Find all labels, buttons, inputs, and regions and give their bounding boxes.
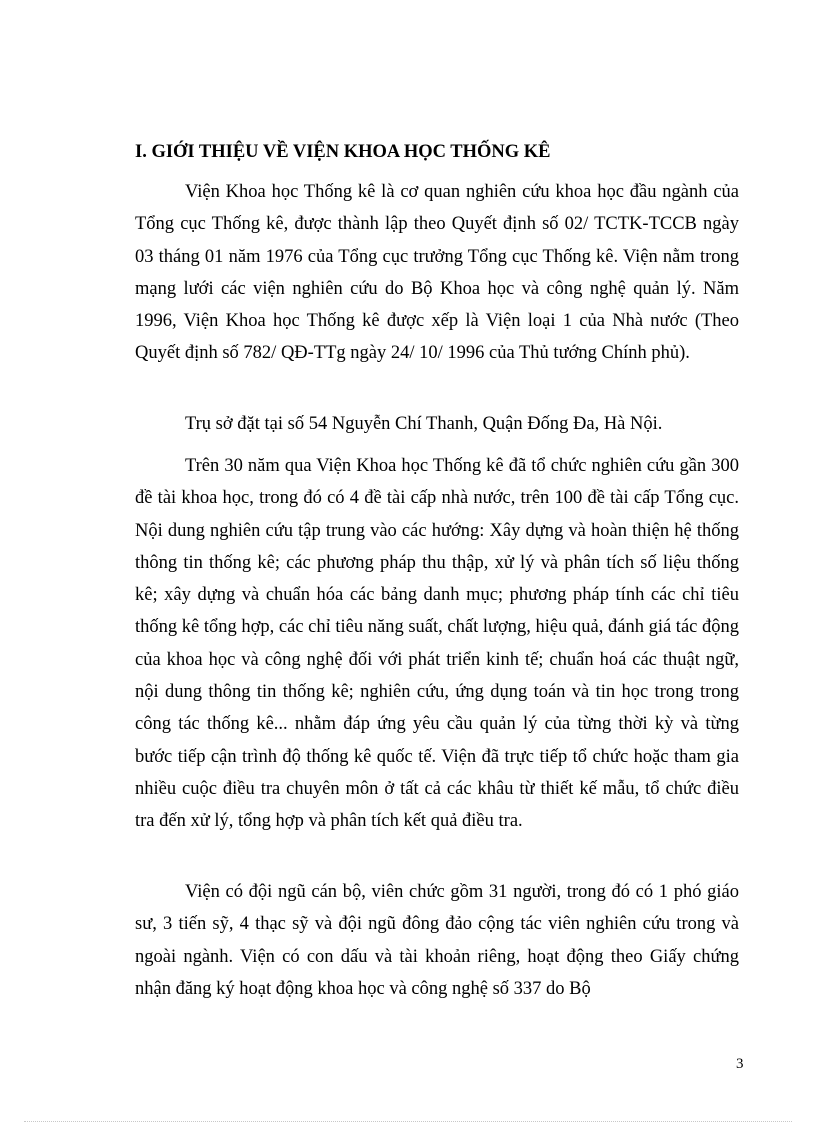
section-heading: I. GIỚI THIỆU VỀ VIỆN KHOA HỌC THỐNG KÊ	[135, 142, 551, 162]
paragraph-introduction: Viện Khoa học Thống kê là cơ quan nghiên cứu khoa học đầu ngành của Tổng cục Thống kê, được thành lập theo Quyết định số 02/ TCTK-TCCB ngày 03 tháng 01 năm 1976 của Tổng cục trưởng Tổng cục Thống kê. Viện nằm trong mạng lưới các viện nghiên cứu do Bộ Khoa học và công nghệ quản lý. Năm 1996, Viện Khoa học Thống kê được xếp là Viện loại 1 của Nhà nước (Theo Quyết định số 782/ QĐ-TTg ngày 24/ 10/ 1996 của Thủ tướng Chính phủ).	[135, 182, 739, 364]
page-bottom-divider	[24, 1121, 792, 1122]
page-number: 3	[736, 1056, 744, 1072]
paragraph-staff: Viện có đội ngũ cán bộ, viên chức gồm 31 người, trong đó có 1 phó giáo sư, 3 tiến sỹ, 4 thạc sỹ và đội ngũ đông đảo cộng tác viên nghiên cứu trong và ngoài ngành. Viện có con dấu và tài khoản riêng, hoạt động theo Giấy chứng nhận đăng ký hoạt động khoa học và công nghệ số 337 do Bộ	[135, 882, 739, 999]
paragraph-research-history: Trên 30 năm qua Viện Khoa học Thống kê đã tổ chức nghiên cứu gần 300 đề tài khoa học, trong đó có 4 đề tài cấp nhà nước, trên 100 đề tài cấp Tổng cục. Nội dung nghiên cứu tập trung vào các hướng: Xây dựng và hoàn thiện hệ thống thông tin thống kê; các phương pháp thu thập, xử lý và phân tích số liệu thống kê; xây dựng và chuẩn hóa các bảng danh mục; phương pháp tính các chỉ tiêu thống kê tổng hợp, các chỉ tiêu năng suất, chất lượng, hiệu quả, đánh giá tác động của khoa học và công nghệ đối với phát triển kinh tế; chuẩn hoá các thuật ngữ, nội dung thông tin thống kê; nghiên cứu, ứng dụng toán và tin học trong trong công tác thống kê... nhằm đáp ứng yêu cầu quản lý của từng thời kỳ và từng bước tiếp cận trình độ thống kê quốc tế. Viện đã trực tiếp tổ chức hoặc tham gia nhiều cuộc điều tra chuyên môn ở tất cả các khâu từ thiết kế mẫu, tổ chức điều tra đến xử lý, tổng hợp và phân tích kết quả điều tra.	[135, 456, 739, 832]
paragraph-address: Trụ sở đặt tại số 54 Nguyễn Chí Thanh, Quận Đống Đa, Hà Nội.	[185, 414, 663, 434]
